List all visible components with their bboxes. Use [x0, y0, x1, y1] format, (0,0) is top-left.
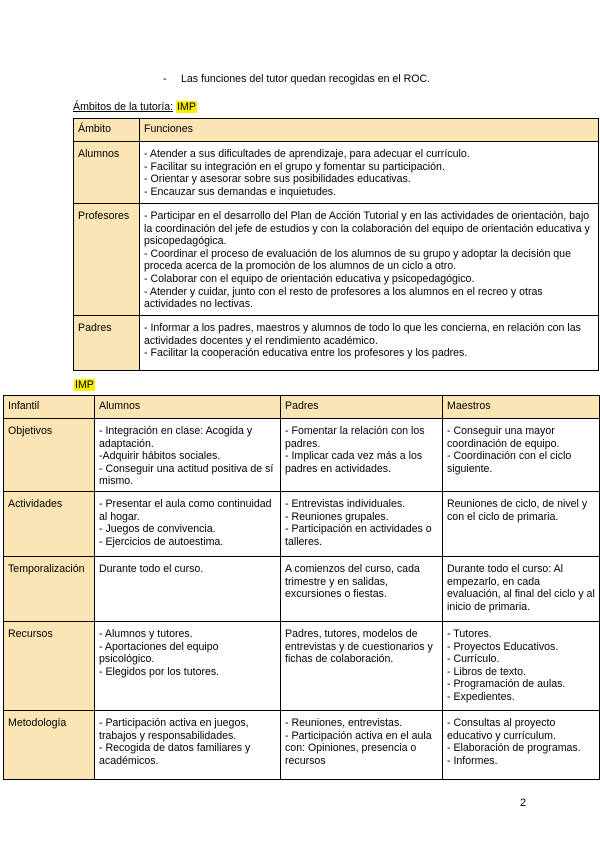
- cell-line: - Participación activa en el aula con: Opiniones, presencia o recursos: [285, 729, 432, 767]
- function-line: - Orientar y asesorar sobre sus posibilidades educativas.: [144, 173, 411, 186]
- cell-maestros: [443, 622, 600, 711]
- cell-line: - Participación activa en juegos, trabajos y responsabilidades.: [99, 717, 249, 742]
- cell-padres: [281, 419, 443, 492]
- cell-line: - Presentar el aula como continuidad al hogar.: [99, 498, 272, 523]
- cell-padres: [281, 492, 443, 557]
- cell-maestros: [443, 492, 600, 557]
- row-label: Temporalización: [4, 557, 95, 622]
- bullet-dash: -: [163, 73, 167, 85]
- header-maestros: Maestros: [443, 396, 600, 419]
- cell-padres: [281, 557, 443, 622]
- function-line: - Informar a los padres, maestros y alumnos de todo lo que les concierna, en relación con las actividades docentes y el rendimiento académico.: [144, 322, 581, 347]
- cell-line: Padres, tutores, modelos de entrevistas y de cuestionarios y fichas de colaboración.: [285, 628, 433, 666]
- row-label: Actividades: [4, 492, 95, 557]
- cell-line: - Aportaciones del equipo psicológico.: [99, 640, 219, 666]
- intro-text: Las funciones del tutor quedan recogidas en el ROC.: [181, 73, 431, 85]
- cell-line: - Recogida de datos familiares y académicos.: [99, 742, 251, 767]
- cell-line: - Integración en clase: Acogida y adaptación.: [99, 425, 253, 450]
- function-line: - Participar en el desarrollo del Plan de Acción Tutorial y en las actividades de orientación, bajo la coordinación del jefe de estudios y con la colaboración del equipo de orientación educativa y psicopedagógica.: [144, 210, 590, 248]
- function-line: - Atender y cuidar, junto con el resto de profesores a los alumnos en el recreo y otras actividades no lectivas.: [144, 285, 543, 311]
- cell-line: - Fomentar la relación con los padres.: [285, 425, 425, 450]
- cell-line: Reuniones de ciclo, de nivel y con el ciclo de primaria.: [447, 498, 588, 523]
- section1-title: [73, 101, 197, 113]
- cell-alumnos: [95, 711, 281, 780]
- row-label: Metodología: [4, 711, 95, 780]
- cell-padres: [281, 622, 443, 711]
- header-padres: Padres: [281, 396, 443, 419]
- row-label: Alumnos: [74, 142, 140, 204]
- header-alumnos: Alumnos: [95, 396, 281, 419]
- table-row: [74, 316, 599, 371]
- function-line: - Atender a sus dificultades de aprendizaje, para adecuar el currículo.: [144, 148, 470, 160]
- row-label: Objetivos: [4, 419, 95, 492]
- cell-line: Durante todo el curso: Al empezarlo, en cada evaluación, al final del ciclo y al inicio de primaria.: [447, 563, 595, 613]
- function-line: - Facilitar la cooperación educativa entre los profesores y los padres.: [144, 347, 468, 360]
- table-row: [4, 419, 600, 492]
- row-label: Profesores: [74, 204, 140, 316]
- cell-line: A comienzos del curso, cada trimestre y en salidas, excursiones o fiestas.: [285, 563, 420, 601]
- function-line: - Encauzar sus demandas e inquietudes.: [144, 185, 336, 198]
- cell-line: - Proyectos Educativos.: [447, 640, 559, 653]
- cell-line: - Alumnos y tutores.: [99, 628, 193, 640]
- cell-line: - Coordinación con el ciclo siguiente.: [447, 450, 572, 475]
- row-label: Padres: [74, 316, 140, 371]
- cell-line: - Consultas al proyecto educativo y currículum.: [447, 717, 556, 742]
- header-infantil: Infantil: [4, 396, 95, 419]
- cell-line: - Juegos de convivencia.: [99, 523, 216, 536]
- cell-alumnos: [95, 492, 281, 557]
- row-label: Recursos: [4, 622, 95, 711]
- row-content: [140, 142, 599, 204]
- page-number: 2: [520, 797, 527, 809]
- imp-badge: IMP: [177, 101, 196, 113]
- cell-line: - Libros de texto.: [447, 665, 526, 678]
- cell-line: - Ejercicios de autoestima.: [99, 535, 224, 548]
- cell-line: - Entrevistas individuales.: [285, 498, 406, 510]
- cell-line: - Conseguir una actitud positiva de sí mismo.: [99, 462, 274, 488]
- section2-title: [74, 379, 95, 391]
- header-ambito: Ámbito: [74, 119, 140, 142]
- table-row: [74, 142, 599, 204]
- tutoria-ambitos-table: [73, 118, 599, 371]
- cell-alumnos: [95, 622, 281, 711]
- row-content: [140, 204, 599, 316]
- table-row: [4, 622, 600, 711]
- table-header-row: [74, 119, 599, 142]
- intro-bullet: [163, 73, 430, 85]
- cell-line: Durante todo el curso.: [99, 563, 204, 575]
- cell-line: - Elegidos por los tutores.: [99, 665, 220, 678]
- cell-line: - Reuniones grupales.: [285, 510, 389, 523]
- table-row: [4, 557, 600, 622]
- cell-line: - Implicar cada vez más a los padres en actividades.: [285, 450, 423, 475]
- cell-line: - Participación en actividades o talleres.: [285, 523, 432, 548]
- cell-line: - Expedientes.: [447, 690, 515, 703]
- cell-line: - Currículo.: [447, 653, 500, 666]
- table-header-row: [4, 396, 600, 419]
- cell-line: - Tutores.: [447, 628, 492, 640]
- function-line: - Coordinar el proceso de evaluación de los alumnos de su grupo y adoptar la decisión que proceda acerca de la promoción de los alumnos de un ciclo a otro.: [144, 247, 571, 273]
- section1-title-text: Ámbitos de la tutoría:: [73, 101, 174, 113]
- function-line: - Facilitar su integración en el grupo y fomentar su participación.: [144, 160, 445, 173]
- table-row: [4, 492, 600, 557]
- cell-alumnos: [95, 557, 281, 622]
- cell-line: - Elaboración de programas.: [447, 742, 581, 755]
- cell-maestros: [443, 557, 600, 622]
- imp-badge: IMP: [75, 379, 94, 391]
- cell-maestros: [443, 711, 600, 780]
- row-content: [140, 316, 599, 371]
- cell-padres: [281, 711, 443, 780]
- cell-alumnos: [95, 419, 281, 492]
- header-funciones: Funciones: [140, 119, 599, 142]
- cell-line: - Informes.: [447, 754, 498, 767]
- cell-line: -Adquirir hábitos sociales.: [99, 450, 221, 463]
- function-line: - Colaborar con el equipo de orientación educativa y psicopedagógico.: [144, 272, 475, 285]
- infantil-plan-table: [3, 395, 600, 780]
- table-row: [74, 204, 599, 316]
- cell-maestros: [443, 419, 600, 492]
- cell-line: - Programación de aulas.: [447, 678, 566, 691]
- cell-line: - Conseguir una mayor coordinación de equipo.: [447, 425, 560, 450]
- cell-line: - Reuniones, entrevistas.: [285, 717, 403, 729]
- table-row: [4, 711, 600, 780]
